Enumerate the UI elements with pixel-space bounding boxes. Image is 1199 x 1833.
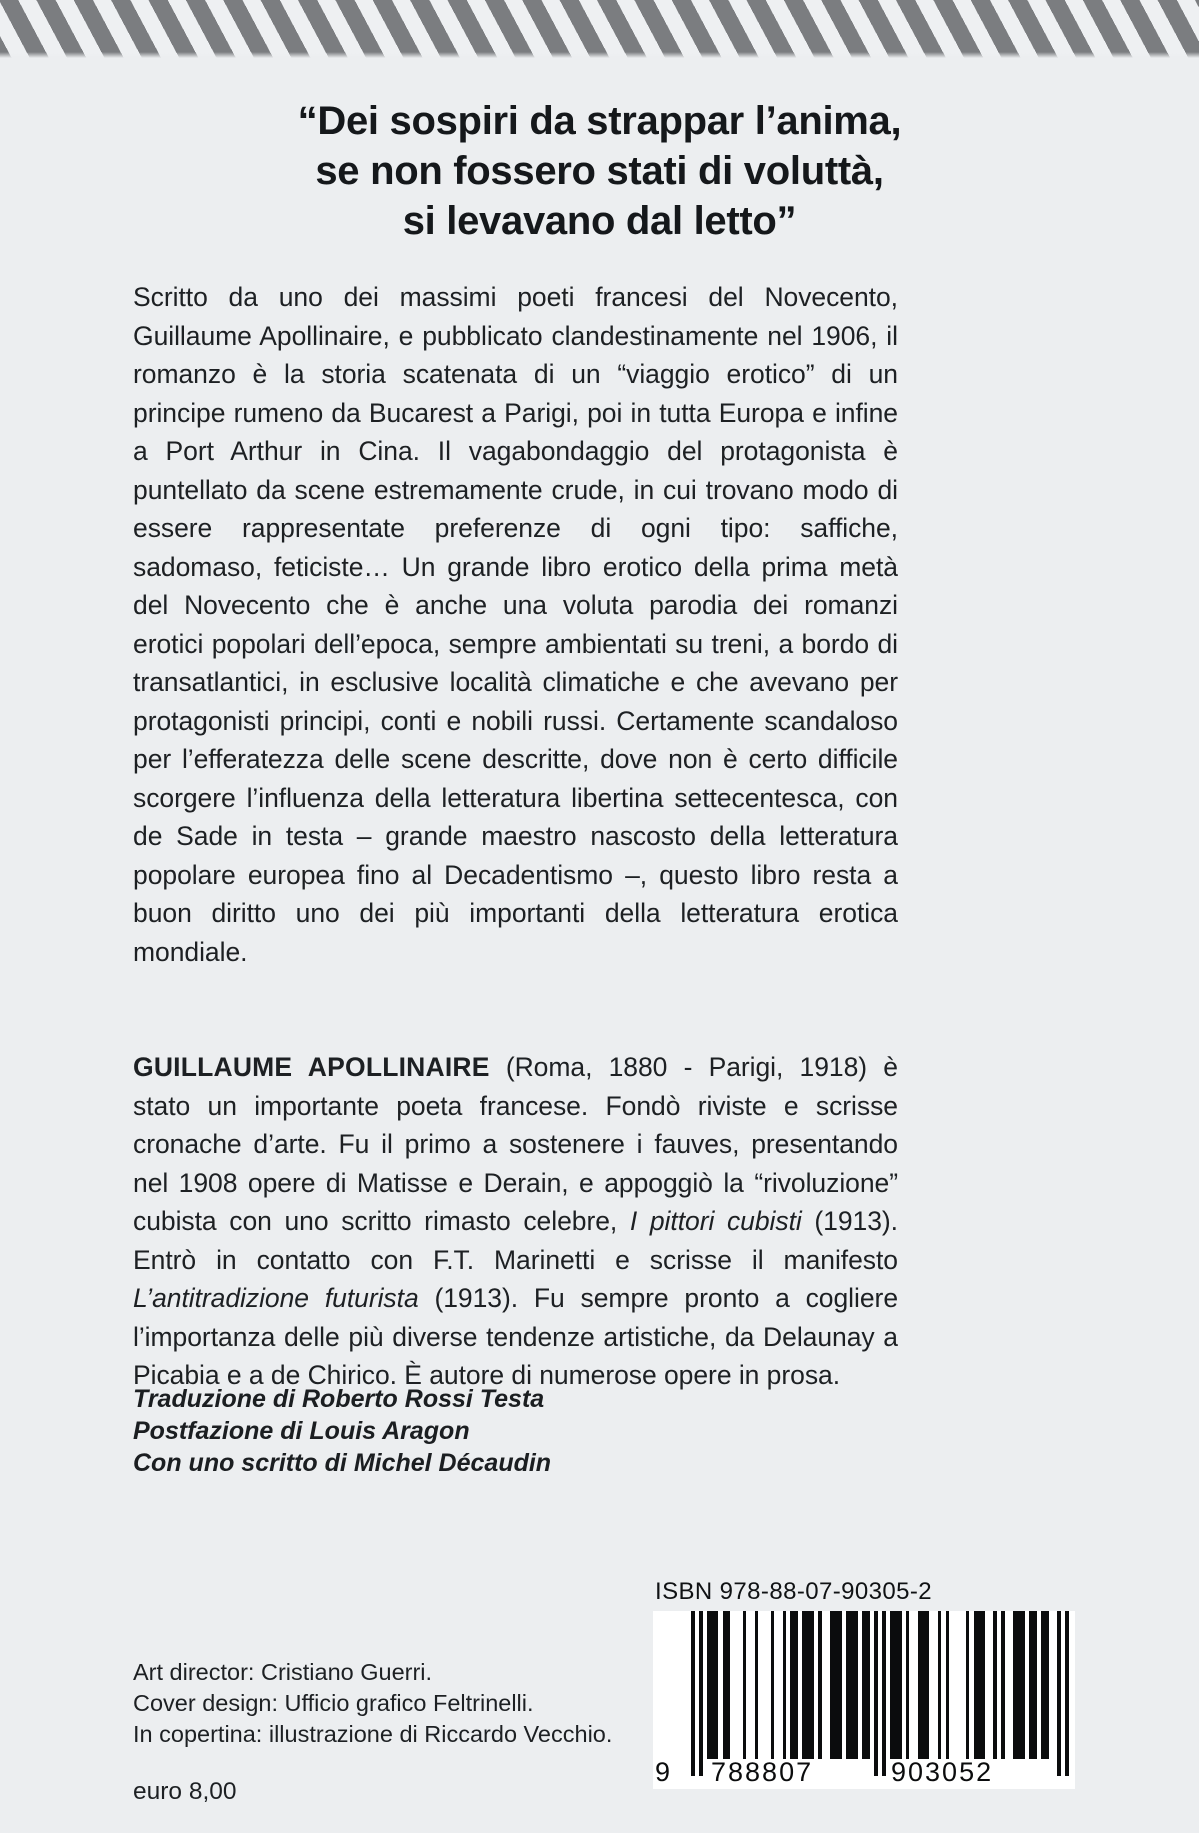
isbn-text: ISBN 978-88-07-90305-2 bbox=[655, 1578, 932, 1605]
barcode-bar bbox=[818, 1611, 822, 1759]
pull-quote-line-2: se non fossero stati di voluttà, bbox=[315, 149, 884, 193]
art-director-line: Art director: Cristiano Guerri. bbox=[133, 1659, 433, 1685]
barcode-bar bbox=[1057, 1611, 1061, 1776]
credit-afterword: Postfazione di Louis Aragon bbox=[133, 1417, 470, 1445]
barcode-bar bbox=[723, 1611, 731, 1759]
barcode-left-group: 788807 bbox=[711, 1757, 814, 1787]
barcode-bar bbox=[802, 1611, 814, 1759]
work-title-2: L’antitradizione futurista bbox=[133, 1283, 419, 1313]
barcode-bar bbox=[691, 1611, 695, 1776]
barcode-bar bbox=[1029, 1611, 1037, 1759]
barcode-bars bbox=[691, 1611, 1069, 1759]
pull-quote bbox=[0, 96, 1199, 246]
barcode-bar bbox=[874, 1611, 878, 1776]
barcode-bar bbox=[1065, 1611, 1069, 1776]
barcode-digits bbox=[653, 1757, 1075, 1789]
barcode-bar bbox=[938, 1611, 942, 1759]
diagonal-stripe-band bbox=[0, 0, 1199, 58]
pull-quote-line-1: “Dei sospiri da strappar l’anima, bbox=[297, 99, 902, 143]
barcode-bar bbox=[790, 1611, 798, 1759]
barcode-bar bbox=[966, 1611, 970, 1759]
edition-credits bbox=[133, 1383, 898, 1479]
blurb-paragraph: Scritto da uno dei massimi poeti francesi del Novecento, Guillaume Apollinaire, e pubblicato clandestinamente nel 1906, il romanzo è la storia scatenata di un “viaggio erotico” di un principe rumeno da Bucarest a Parigi, poi in tutta Europa e infine a Port Arthur in Cina. Il vagabondaggio del protagonista è puntellato da scene estremamente crude, in cui trovano modo di essere rappresentate preferenze di ogni tipo: saffiche, sadomaso, feticiste… Un grande libro erotico della prima metà del Novecento che è anche una voluta parodia dei romanzi erotici popolari dell’epoca, sempre ambientati su treni, a bordo di transatlantici, in esclusive località climatiche e che avevano per protagonisti principi, conti e nobili russi. Certamente scandaloso per l’efferatezza delle scene descritte, dove non è certo difficile scorgere l’influenza della letteratura libertina settecentesca, con de Sade in testa – grande maestro nascosto della letteratura popolare europea fino al Decadentismo –, questo libro resta a buon diritto uno dei più importanti della letteratura erotica mondiale. bbox=[133, 282, 898, 967]
barcode-bar bbox=[783, 1611, 787, 1759]
cover-design-line: Cover design: Ufficio grafico Feltrinelli. bbox=[133, 1690, 534, 1716]
barcode-bar bbox=[830, 1611, 842, 1759]
barcode-bar bbox=[862, 1611, 870, 1759]
barcode-bar bbox=[882, 1611, 886, 1776]
barcode-bar bbox=[699, 1611, 703, 1776]
bio-segment-2: (1913). Entrò in contatto con F.T. Marinetti e scrisse il manifesto bbox=[133, 1206, 898, 1275]
barcode-bar bbox=[771, 1611, 775, 1759]
barcode-bar bbox=[755, 1611, 759, 1759]
pull-quote-line-3: si levavano dal letto” bbox=[402, 199, 797, 243]
credit-essay: Con uno scritto di Michel Décaudin bbox=[133, 1449, 552, 1477]
price-label: euro 8,00 bbox=[133, 1778, 237, 1805]
work-title-1: I pittori cubisti bbox=[629, 1206, 802, 1236]
barcode-bar bbox=[1001, 1611, 1005, 1759]
cover-illustration-line: In copertina: illustrazione di Riccardo Vecchio. bbox=[133, 1721, 613, 1747]
bio-segment-1: (Roma, 1880 - Parigi, 1918) è stato un importante poeta francese. Fondò riviste e scrisse cronache d’arte. Fu il primo a sostenere i fauves, presentando nel 1908 opere di Matisse e Derain, e appoggiò la “rivoluzione” cubista con uno scritto rimasto celebre, bbox=[133, 1052, 898, 1236]
bio-segment-3: (1913). Fu sempre pronto a cogliere l’importanza delle più diverse tendenze artistiche, da Delaunay a Picabia e a de Chirico. È autore di numerose opere in prosa. bbox=[133, 1283, 899, 1390]
stripe-pattern bbox=[0, 0, 1199, 58]
barcode-image bbox=[653, 1611, 1075, 1789]
barcode-bar bbox=[1013, 1611, 1025, 1759]
barcode-bar bbox=[946, 1611, 950, 1759]
barcode-bar bbox=[743, 1611, 747, 1759]
author-bio-paragraph bbox=[133, 1048, 898, 1395]
barcode-bar bbox=[1041, 1611, 1049, 1759]
barcode-bar bbox=[993, 1611, 997, 1759]
barcode-bar bbox=[707, 1611, 719, 1759]
stripe-fade bbox=[0, 52, 1199, 58]
barcode-bar bbox=[890, 1611, 902, 1759]
barcode-block bbox=[653, 1578, 1083, 1789]
barcode-bar bbox=[906, 1611, 910, 1759]
barcode-lead-digit: 9 bbox=[655, 1757, 673, 1787]
barcode-bar bbox=[974, 1611, 986, 1759]
barcode-bar bbox=[918, 1611, 930, 1759]
barcode-right-group: 903052 bbox=[891, 1757, 994, 1787]
credit-translation: Traduzione di Roberto Rossi Testa bbox=[133, 1385, 545, 1413]
author-name: GUILLAUME APOLLINAIRE bbox=[133, 1052, 490, 1082]
barcode-bar bbox=[846, 1611, 858, 1759]
